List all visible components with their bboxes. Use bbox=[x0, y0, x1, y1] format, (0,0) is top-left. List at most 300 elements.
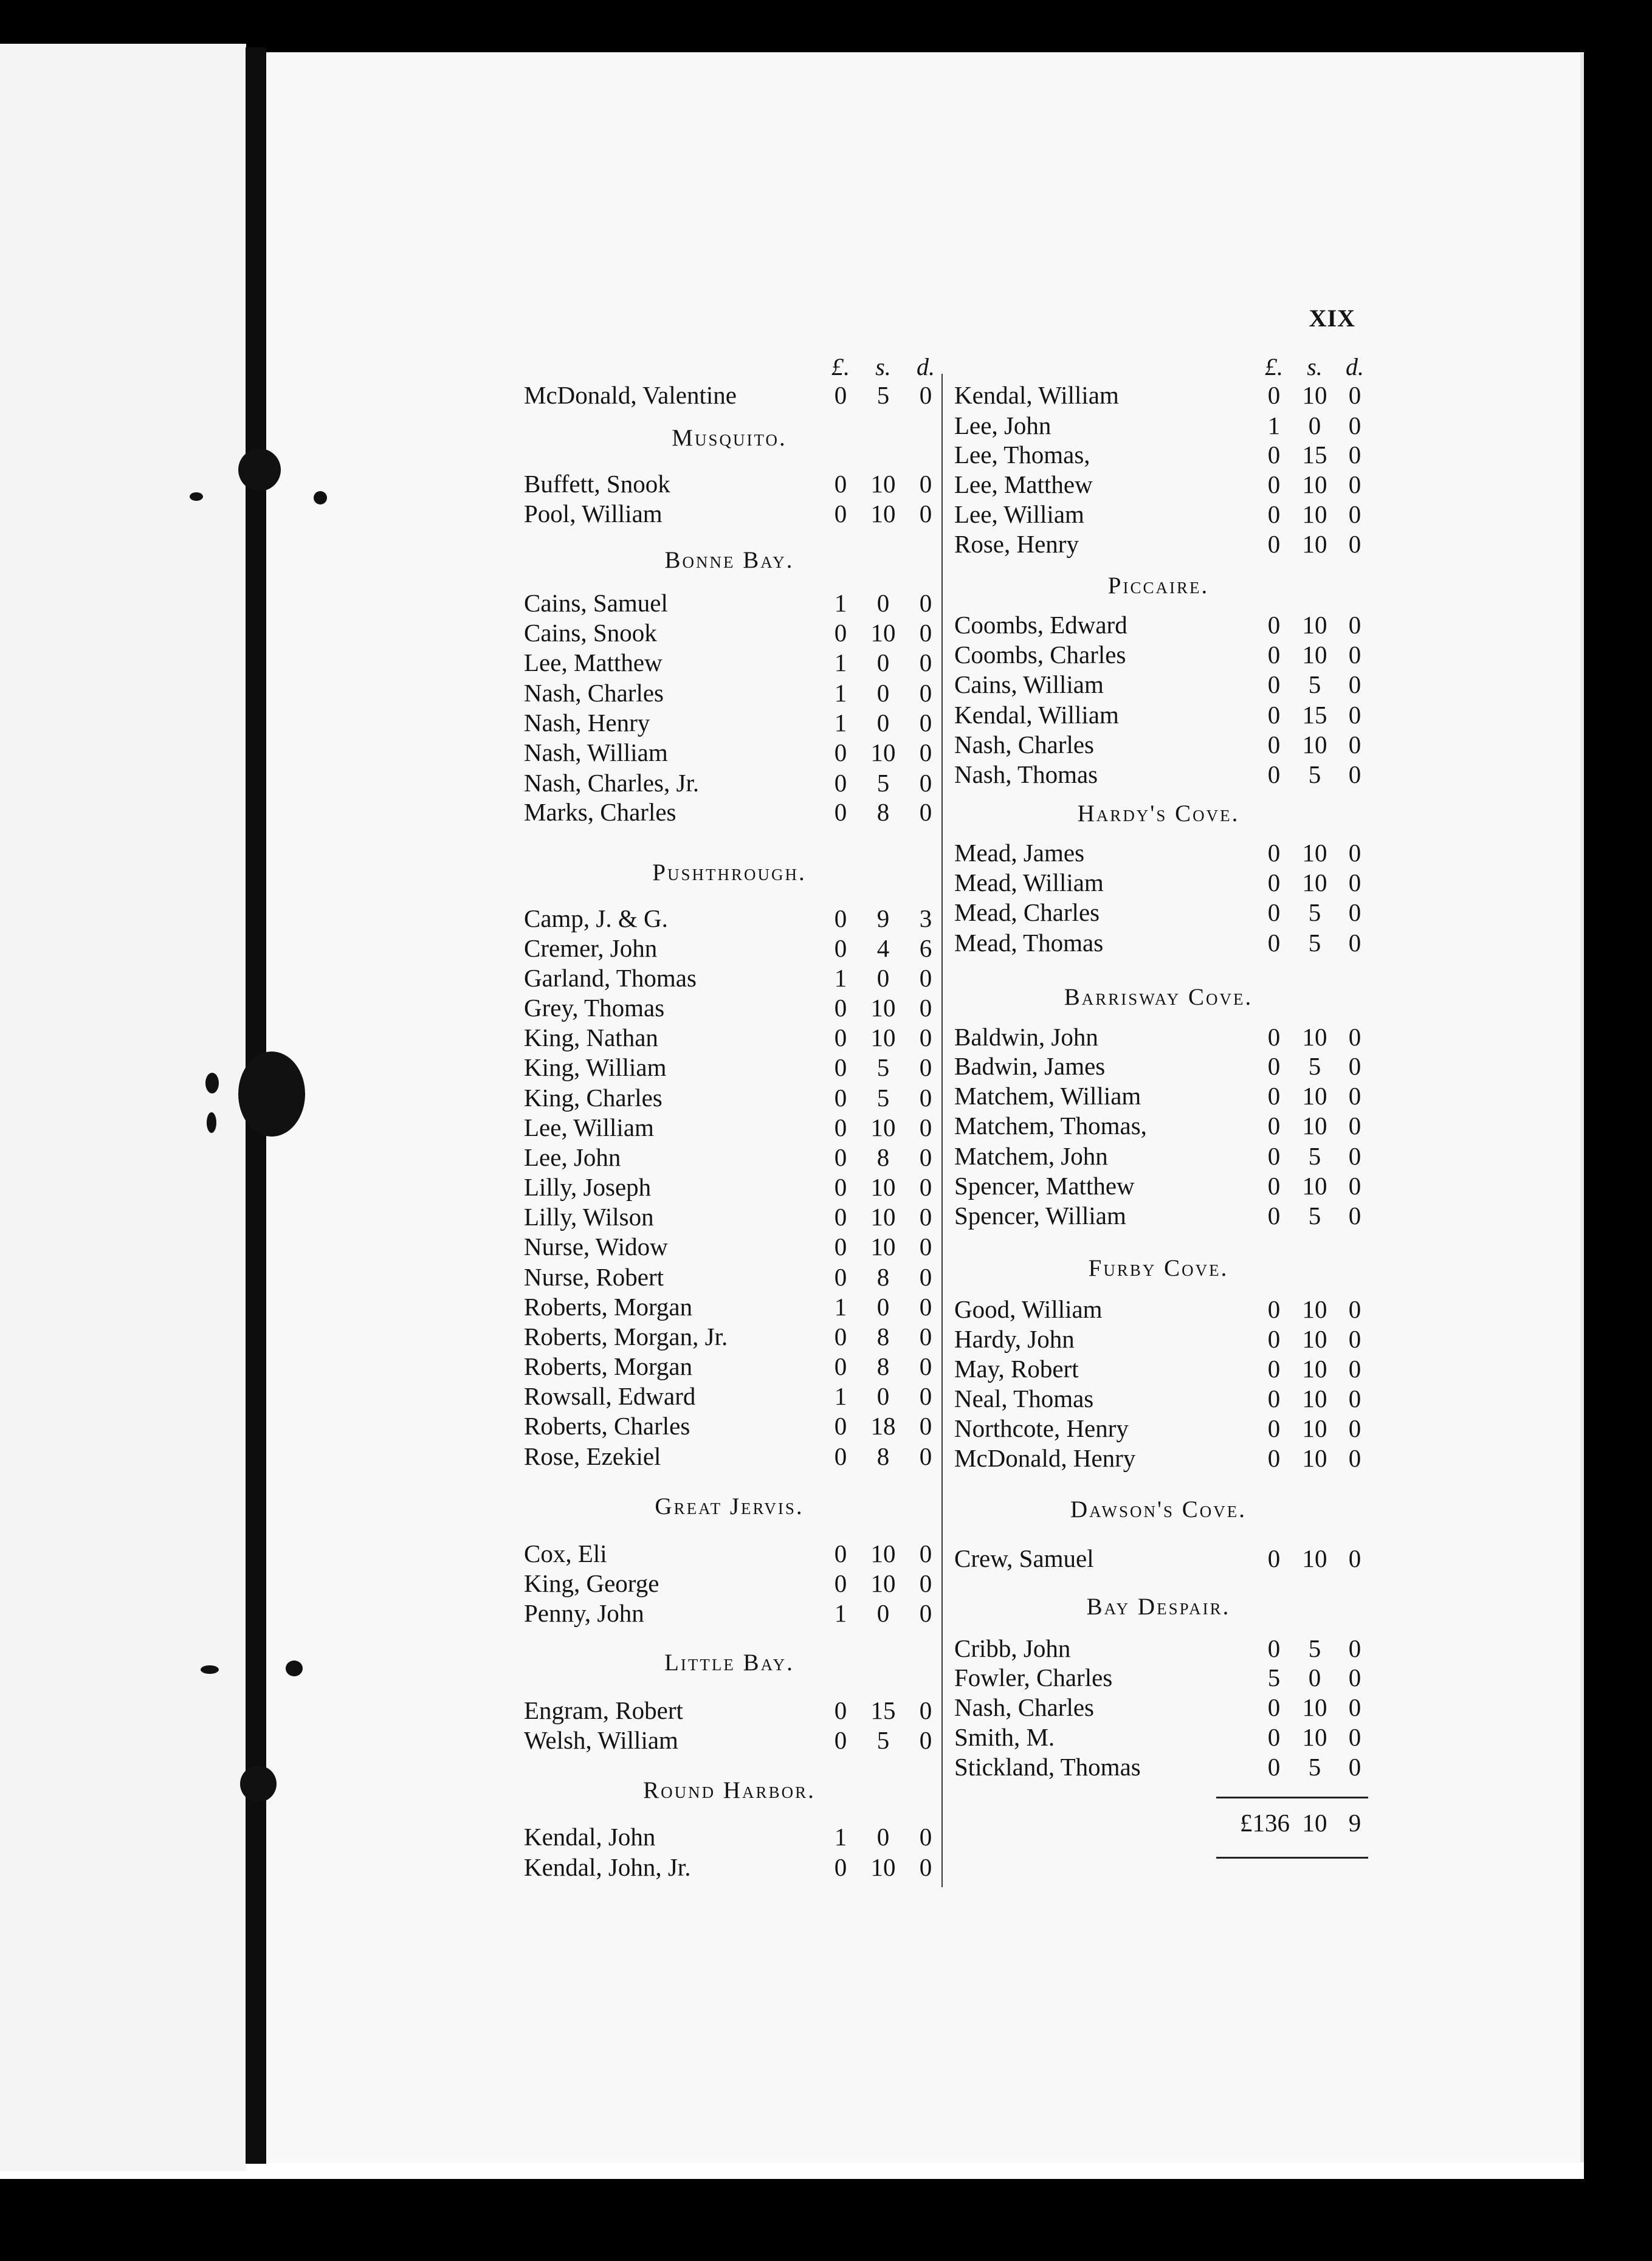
ledger-row bbox=[515, 1442, 943, 1471]
amount-pence: 0 bbox=[1348, 701, 1361, 729]
ledger-row bbox=[946, 470, 1371, 499]
amount-shillings: 0 bbox=[876, 964, 890, 992]
amount-pence: 0 bbox=[919, 769, 932, 797]
amount-pounds: 0 bbox=[1267, 1082, 1281, 1110]
contributor-name: Matchem, Thomas, bbox=[954, 1112, 1147, 1140]
amount-pence: 3 bbox=[919, 904, 932, 932]
ledger-row bbox=[515, 1172, 943, 1202]
amount-pence: 0 bbox=[1348, 1202, 1361, 1230]
amount-pence: 0 bbox=[919, 679, 932, 707]
amount-pounds: 1 bbox=[834, 649, 847, 676]
amount-shillings: 10 bbox=[1302, 869, 1327, 896]
amount-pounds: 0 bbox=[834, 1143, 847, 1171]
currency-header bbox=[946, 353, 1371, 382]
amount-pence: 0 bbox=[1348, 500, 1361, 528]
amount-pounds: 0 bbox=[1267, 760, 1281, 788]
amount-pence: 0 bbox=[919, 1263, 932, 1291]
amount-pounds: 1 bbox=[834, 964, 847, 992]
contributor-name: McDonald, Valentine bbox=[524, 381, 737, 409]
ledger-row bbox=[946, 1634, 1371, 1663]
ledger-row bbox=[515, 648, 943, 677]
contributor-name: Matchem, John bbox=[954, 1142, 1108, 1170]
amount-pence: 0 bbox=[1348, 1295, 1361, 1323]
amount-pence: 0 bbox=[1348, 1634, 1361, 1662]
amount-pence: 0 bbox=[919, 738, 932, 766]
amount-pounds: 0 bbox=[1267, 1052, 1281, 1080]
amount-shillings: 10 bbox=[870, 1540, 896, 1568]
amount-shillings: 5 bbox=[876, 381, 890, 409]
amount-pence: 0 bbox=[919, 1823, 932, 1851]
ledger-row bbox=[515, 380, 943, 410]
contributor-name: Camp, J. & G. bbox=[524, 904, 668, 932]
contributor-name: Nash, Charles, Jr. bbox=[524, 769, 700, 797]
amount-pence: 0 bbox=[919, 1352, 932, 1380]
ledger-row bbox=[515, 1322, 943, 1351]
scan-border-top bbox=[0, 0, 1652, 52]
contributor-name: Buffett, Snook bbox=[524, 470, 670, 498]
ledger-row bbox=[515, 993, 943, 1022]
amount-pounds: 0 bbox=[834, 619, 847, 647]
amount-pence: 0 bbox=[1348, 929, 1361, 957]
section-heading bbox=[515, 546, 943, 575]
amount-pence: 0 bbox=[1348, 1385, 1361, 1413]
amount-shillings: 5 bbox=[1308, 929, 1321, 957]
amount-pounds: 0 bbox=[834, 1173, 847, 1201]
amount-shillings: 10 bbox=[1302, 1355, 1327, 1383]
ledger-row bbox=[946, 838, 1371, 867]
amount-shillings: 4 bbox=[876, 934, 890, 962]
ledger-row bbox=[946, 1752, 1371, 1781]
ledger-row bbox=[515, 1352, 943, 1381]
contributor-name: Roberts, Morgan, Jr. bbox=[524, 1323, 728, 1351]
section-heading bbox=[946, 1592, 1371, 1622]
amount-shillings: 0 bbox=[876, 589, 890, 617]
ledger-row bbox=[515, 618, 943, 647]
amount-pence: 0 bbox=[1348, 1142, 1361, 1170]
amount-pounds: 0 bbox=[1267, 1325, 1281, 1353]
amount-shillings: 10 bbox=[1302, 470, 1327, 498]
pence-header: d. bbox=[1346, 353, 1364, 380]
amount-pounds: 0 bbox=[1267, 701, 1281, 729]
amount-pence: 0 bbox=[919, 1853, 932, 1881]
amount-pounds: 1 bbox=[834, 1293, 847, 1321]
contributor-name: Mead, James bbox=[954, 839, 1085, 867]
ledger-row bbox=[946, 1414, 1371, 1443]
amount-pence: 0 bbox=[1348, 1664, 1361, 1691]
contributor-name: Spencer, Matthew bbox=[954, 1172, 1135, 1200]
ledger-row bbox=[515, 1822, 943, 1851]
amount-pounds: 0 bbox=[834, 1084, 847, 1112]
ledger-row bbox=[515, 1232, 943, 1261]
amount-shillings: 5 bbox=[1308, 1753, 1321, 1781]
amount-pounds: 0 bbox=[834, 934, 847, 962]
stitch-hole-mark bbox=[201, 1665, 219, 1674]
contributor-name: Cains, William bbox=[954, 670, 1104, 698]
ledger-row bbox=[946, 411, 1371, 440]
amount-pounds: 0 bbox=[834, 1726, 847, 1754]
amount-pounds: 0 bbox=[834, 1853, 847, 1881]
scan-border-bottom bbox=[0, 2179, 1652, 2261]
ledger-row bbox=[515, 708, 943, 737]
amount-pounds: 0 bbox=[834, 798, 847, 826]
ledger-row bbox=[515, 1023, 943, 1052]
ledger-row bbox=[515, 1262, 943, 1292]
ledger-row bbox=[946, 1693, 1371, 1722]
total-pence: 9 bbox=[1348, 1809, 1361, 1837]
amount-shillings: 10 bbox=[1302, 1325, 1327, 1353]
amount-shillings: 10 bbox=[1302, 1023, 1327, 1051]
contributor-name: Good, William bbox=[954, 1295, 1103, 1323]
contributor-name: Coombs, Charles bbox=[954, 641, 1126, 669]
contributor-name: King, Nathan bbox=[524, 1024, 658, 1051]
amount-pounds: 1 bbox=[834, 679, 847, 707]
contributor-name: Penny, John bbox=[524, 1599, 644, 1627]
section-title: Dawson's Cove. bbox=[1070, 1496, 1247, 1523]
amount-pence: 0 bbox=[919, 709, 932, 737]
stitch-hole-mark bbox=[286, 1660, 303, 1676]
amount-pounds: 0 bbox=[834, 470, 847, 498]
amount-pounds: 0 bbox=[1267, 641, 1281, 669]
amount-pounds: 0 bbox=[834, 1024, 847, 1051]
amount-pounds: 0 bbox=[1267, 1202, 1281, 1230]
contributor-name: Coombs, Edward bbox=[954, 611, 1127, 639]
ledger-row bbox=[946, 1111, 1371, 1140]
amount-pounds: 0 bbox=[1267, 1112, 1281, 1140]
ledger-row bbox=[946, 1171, 1371, 1200]
amount-pounds: 0 bbox=[1267, 470, 1281, 498]
section-title: Barrisway Cove. bbox=[1064, 984, 1253, 1010]
section-title: Musquito. bbox=[672, 425, 787, 451]
amount-shillings: 10 bbox=[870, 470, 896, 498]
amount-pounds: 1 bbox=[834, 709, 847, 737]
amount-pence: 0 bbox=[1348, 611, 1361, 639]
amount-pounds: 0 bbox=[834, 1352, 847, 1380]
ledger-row bbox=[515, 1083, 943, 1112]
amount-pounds: 0 bbox=[1267, 869, 1281, 896]
ledger-row bbox=[946, 1384, 1371, 1413]
amount-shillings: 10 bbox=[870, 1853, 896, 1881]
contributor-name: Northcote, Henry bbox=[954, 1414, 1129, 1442]
contributor-name: Marks, Charles bbox=[524, 798, 676, 826]
amount-pounds: 0 bbox=[1267, 670, 1281, 698]
amount-shillings: 15 bbox=[1302, 441, 1327, 469]
ledger-row bbox=[515, 1696, 943, 1725]
ledger-row bbox=[515, 1569, 943, 1598]
amount-pence: 0 bbox=[919, 649, 932, 676]
contributor-name: Lee, John bbox=[524, 1143, 621, 1171]
amount-pounds: 0 bbox=[1267, 898, 1281, 926]
contributor-name: Lee, John bbox=[954, 411, 1051, 439]
amount-shillings: 10 bbox=[1302, 839, 1327, 867]
amount-pence: 0 bbox=[1348, 898, 1361, 926]
amount-shillings: 8 bbox=[876, 1143, 890, 1171]
amount-pence: 0 bbox=[1348, 1444, 1361, 1472]
amount-pounds: 0 bbox=[1267, 1172, 1281, 1200]
amount-shillings: 0 bbox=[876, 1823, 890, 1851]
ledger-row bbox=[515, 1382, 943, 1411]
amount-pence: 0 bbox=[1348, 441, 1361, 469]
ledger-row bbox=[946, 700, 1371, 729]
amount-pence: 0 bbox=[919, 1569, 932, 1597]
amount-pence: 0 bbox=[919, 1173, 932, 1201]
amount-pence: 0 bbox=[919, 1143, 932, 1171]
contributor-name: Nash, Charles bbox=[954, 1693, 1095, 1721]
amount-pounds: 5 bbox=[1267, 1664, 1281, 1691]
amount-shillings: 10 bbox=[1302, 1544, 1327, 1572]
amount-shillings: 10 bbox=[870, 619, 896, 647]
contributor-name: Grey, Thomas bbox=[524, 994, 665, 1022]
contributor-name: Fowler, Charles bbox=[954, 1664, 1113, 1691]
contributor-name: Badwin, James bbox=[954, 1052, 1106, 1080]
contributor-name: Lee, Matthew bbox=[954, 470, 1093, 498]
ledger-row bbox=[946, 760, 1371, 789]
amount-pence: 0 bbox=[919, 1540, 932, 1568]
section-heading bbox=[515, 1776, 943, 1805]
ledger-row bbox=[946, 500, 1371, 529]
ledger-row bbox=[515, 588, 943, 618]
contributor-name: Matchem, William bbox=[954, 1082, 1141, 1110]
shillings-header: s. bbox=[875, 353, 891, 380]
contributor-name: Cox, Eli bbox=[524, 1540, 607, 1568]
contributor-name: Roberts, Morgan bbox=[524, 1293, 693, 1321]
total-rule-bottom bbox=[1216, 1857, 1368, 1859]
amount-pounds: 0 bbox=[1267, 441, 1281, 469]
amount-pence: 0 bbox=[919, 1203, 932, 1231]
amount-pounds: 0 bbox=[834, 1263, 847, 1291]
amount-pounds: 0 bbox=[834, 500, 847, 528]
amount-pence: 6 bbox=[919, 934, 932, 962]
binding-hole-mark bbox=[238, 449, 281, 491]
amount-shillings: 0 bbox=[876, 1382, 890, 1410]
amount-pounds: 0 bbox=[1267, 731, 1281, 759]
section-heading bbox=[946, 799, 1371, 828]
amount-shillings: 10 bbox=[870, 1173, 896, 1201]
amount-pence: 0 bbox=[1348, 381, 1361, 409]
amount-pence: 0 bbox=[919, 994, 932, 1022]
amount-shillings: 5 bbox=[1308, 670, 1321, 698]
contributor-name: Stickland, Thomas bbox=[954, 1753, 1141, 1781]
pence-header: d. bbox=[917, 353, 935, 380]
section-heading bbox=[946, 1254, 1371, 1283]
contributor-name: Nurse, Robert bbox=[524, 1263, 664, 1291]
amount-pence: 0 bbox=[1348, 1723, 1361, 1751]
stitch-hole-mark bbox=[190, 492, 203, 501]
amount-pounds: 0 bbox=[834, 738, 847, 766]
ledger-row bbox=[515, 678, 943, 707]
contributor-name: May, Robert bbox=[954, 1355, 1079, 1383]
amount-pence: 0 bbox=[919, 1024, 932, 1051]
contributor-name: Cains, Snook bbox=[524, 619, 657, 647]
amount-pounds: 0 bbox=[834, 1323, 847, 1351]
ledger-row bbox=[946, 1022, 1371, 1051]
amount-pence: 0 bbox=[919, 1442, 932, 1470]
amount-pounds: 0 bbox=[834, 1412, 847, 1440]
ledger-row bbox=[515, 1539, 943, 1568]
ledger-row bbox=[946, 1051, 1371, 1081]
ledger-row bbox=[515, 1143, 943, 1172]
ledger-row bbox=[515, 469, 943, 498]
contributor-name: Spencer, William bbox=[954, 1202, 1126, 1230]
amount-pence: 0 bbox=[1348, 1414, 1361, 1442]
ledger-row bbox=[515, 1113, 943, 1142]
contributor-name: Lee, Matthew bbox=[524, 649, 663, 676]
binding-hole-mark bbox=[238, 1051, 305, 1137]
contributor-name: Crew, Samuel bbox=[954, 1544, 1094, 1572]
amount-pounds: 0 bbox=[834, 994, 847, 1022]
contributor-name: Nash, Thomas bbox=[954, 760, 1098, 788]
ledger-row bbox=[946, 1722, 1371, 1752]
amount-pence: 0 bbox=[919, 1599, 932, 1627]
amount-pounds: 0 bbox=[1267, 929, 1281, 957]
section-heading bbox=[946, 983, 1371, 1012]
contributor-name: Smith, M. bbox=[954, 1723, 1055, 1751]
amount-shillings: 10 bbox=[1302, 530, 1327, 558]
contributor-name: Mead, William bbox=[954, 869, 1104, 896]
amount-pence: 0 bbox=[1348, 670, 1361, 698]
shillings-header: s. bbox=[1307, 353, 1323, 380]
amount-pence: 0 bbox=[919, 1113, 932, 1141]
contributor-name: Nurse, Widow bbox=[524, 1233, 668, 1261]
contributor-name: Lee, William bbox=[954, 500, 1084, 528]
ledger-row bbox=[946, 1201, 1371, 1230]
section-title: Great Jervis. bbox=[655, 1493, 804, 1519]
ledger-row bbox=[946, 640, 1371, 669]
ledger-row bbox=[946, 1354, 1371, 1383]
amount-pence: 0 bbox=[919, 470, 932, 498]
amount-pence: 0 bbox=[1348, 411, 1361, 439]
ledger-row bbox=[515, 1202, 943, 1231]
section-title: Piccaire. bbox=[1107, 573, 1210, 599]
page-number: XIX bbox=[1309, 305, 1355, 332]
amount-pounds: 0 bbox=[1267, 1444, 1281, 1472]
ledger-row bbox=[946, 928, 1371, 957]
amount-pence: 0 bbox=[1348, 731, 1361, 759]
contributor-name: Lilly, Wilson bbox=[524, 1203, 654, 1231]
amount-pence: 0 bbox=[1348, 641, 1361, 669]
amount-shillings: 10 bbox=[1302, 1172, 1327, 1200]
ledger-row bbox=[946, 1444, 1371, 1473]
contributor-name: Kendal, William bbox=[954, 701, 1119, 729]
currency-header bbox=[515, 353, 943, 382]
amount-shillings: 0 bbox=[876, 679, 890, 707]
section-heading bbox=[946, 1495, 1371, 1524]
amount-pence: 0 bbox=[1348, 839, 1361, 867]
amount-shillings: 10 bbox=[1302, 611, 1327, 639]
contributor-name: Mead, Charles bbox=[954, 898, 1100, 926]
amount-shillings: 10 bbox=[1302, 641, 1327, 669]
amount-pence: 0 bbox=[1348, 1023, 1361, 1051]
section-title: Round Harbor. bbox=[643, 1777, 816, 1803]
ledger-row bbox=[946, 898, 1371, 927]
section-title: Furby Cove. bbox=[1088, 1255, 1229, 1281]
amount-shillings: 10 bbox=[870, 994, 896, 1022]
contributor-name: Welsh, William bbox=[524, 1726, 678, 1754]
contributor-name: Lee, Thomas, bbox=[954, 441, 1090, 469]
grand-total bbox=[946, 1808, 1371, 1837]
amount-shillings: 10 bbox=[1302, 500, 1327, 528]
amount-pounds: 0 bbox=[1267, 1634, 1281, 1662]
amount-pounds: 1 bbox=[1267, 411, 1281, 439]
amount-pounds: 1 bbox=[834, 589, 847, 617]
amount-pence: 0 bbox=[1348, 1082, 1361, 1110]
amount-shillings: 8 bbox=[876, 1323, 890, 1351]
total-pounds: £136 bbox=[1240, 1809, 1290, 1837]
amount-pounds: 0 bbox=[834, 1569, 847, 1597]
amount-pounds: 0 bbox=[1267, 1693, 1281, 1721]
section-title: Hardy's Cove. bbox=[1077, 800, 1240, 827]
amount-pounds: 0 bbox=[1267, 611, 1281, 639]
ledger-row bbox=[515, 934, 943, 963]
amount-shillings: 5 bbox=[1308, 1142, 1321, 1170]
amount-pounds: 0 bbox=[834, 1203, 847, 1231]
ledger-row bbox=[515, 1411, 943, 1440]
amount-pounds: 1 bbox=[834, 1382, 847, 1410]
contributor-name: Garland, Thomas bbox=[524, 964, 697, 992]
amount-pence: 0 bbox=[919, 1696, 932, 1724]
amount-pounds: 0 bbox=[1267, 1385, 1281, 1413]
amount-pence: 0 bbox=[1348, 1693, 1361, 1721]
amount-pence: 0 bbox=[1348, 470, 1361, 498]
amount-shillings: 15 bbox=[1302, 701, 1327, 729]
amount-shillings: 10 bbox=[870, 738, 896, 766]
amount-shillings: 5 bbox=[1308, 760, 1321, 788]
amount-pence: 0 bbox=[919, 589, 932, 617]
amount-shillings: 10 bbox=[1302, 1112, 1327, 1140]
ledger-row bbox=[515, 1599, 943, 1628]
amount-shillings: 5 bbox=[1308, 1202, 1321, 1230]
amount-shillings: 10 bbox=[1302, 1444, 1327, 1472]
stitch-hole-mark bbox=[207, 1112, 216, 1133]
total-rule-top bbox=[1216, 1797, 1368, 1798]
amount-pounds: 0 bbox=[1267, 530, 1281, 558]
facing-page-edge bbox=[0, 44, 246, 2171]
ledger-row bbox=[946, 670, 1371, 699]
amount-pence: 0 bbox=[919, 619, 932, 647]
total-shillings: 10 bbox=[1302, 1809, 1327, 1837]
binding-hole-mark bbox=[240, 1766, 277, 1802]
amount-pence: 0 bbox=[1348, 1325, 1361, 1353]
amount-pence: 0 bbox=[1348, 869, 1361, 896]
amount-pounds: 0 bbox=[1267, 1544, 1281, 1572]
ledger-row bbox=[946, 1544, 1371, 1573]
contributor-name: King, Charles bbox=[524, 1084, 663, 1112]
section-title: Pushthrough. bbox=[652, 859, 807, 886]
pounds-header: £. bbox=[831, 353, 850, 380]
contributor-name: Cains, Samuel bbox=[524, 589, 668, 617]
amount-pence: 0 bbox=[919, 1323, 932, 1351]
ledger-row bbox=[515, 768, 943, 797]
amount-shillings: 15 bbox=[870, 1696, 896, 1724]
amount-shillings: 10 bbox=[1302, 1723, 1327, 1751]
amount-shillings: 0 bbox=[876, 709, 890, 737]
amount-pounds: 1 bbox=[834, 1599, 847, 1627]
amount-pence: 0 bbox=[919, 381, 932, 409]
contributor-name: Neal, Thomas bbox=[954, 1385, 1094, 1413]
pounds-header: £. bbox=[1265, 353, 1283, 380]
amount-pence: 0 bbox=[919, 1726, 932, 1754]
ledger-row bbox=[515, 1726, 943, 1755]
amount-shillings: 9 bbox=[876, 904, 890, 932]
ledger-row bbox=[946, 610, 1371, 639]
amount-pounds: 0 bbox=[1267, 1753, 1281, 1781]
amount-pounds: 0 bbox=[1267, 1295, 1281, 1323]
amount-shillings: 10 bbox=[1302, 1693, 1327, 1721]
scan-border-right bbox=[1584, 0, 1652, 2261]
amount-pence: 0 bbox=[1348, 1112, 1361, 1140]
amount-shillings: 0 bbox=[1308, 411, 1321, 439]
amount-shillings: 18 bbox=[870, 1412, 896, 1440]
amount-pounds: 0 bbox=[834, 769, 847, 797]
